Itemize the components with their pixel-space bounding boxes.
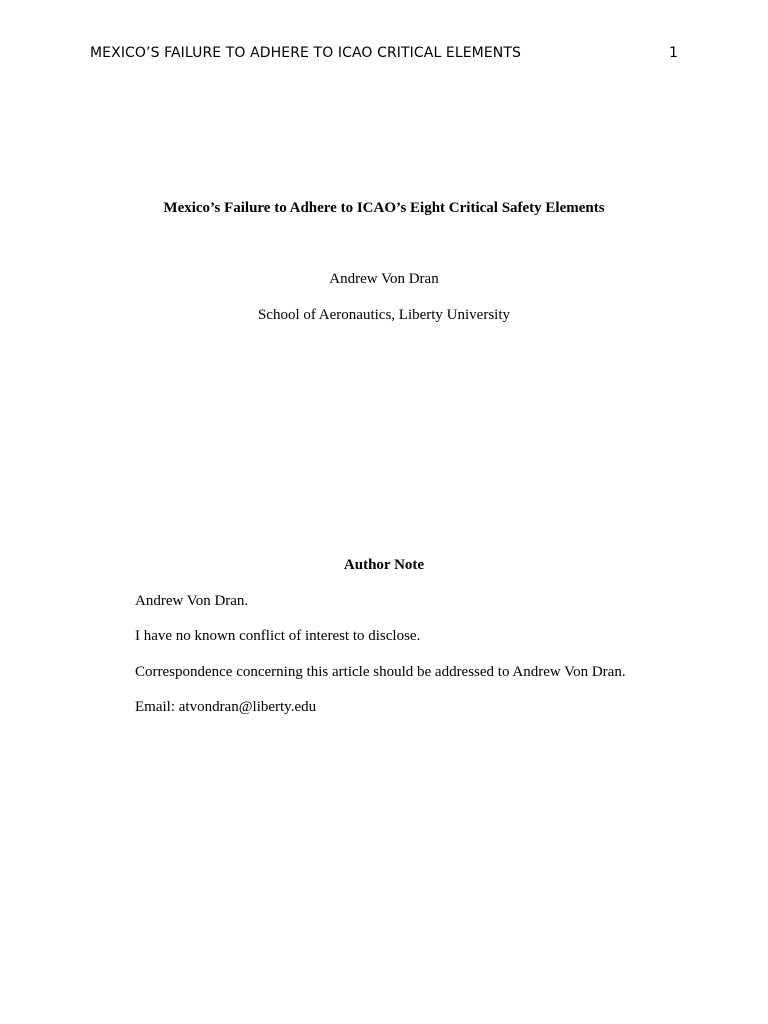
running-head: MEXICO’S FAILURE TO ADHERE TO ICAO CRITICAL ELEMENTS [90,45,522,61]
page-number: 1 [669,45,678,61]
author-name: Andrew Von Dran [329,271,439,287]
author-note-email: Email: atvondran@liberty.edu [135,699,317,715]
author-note-line: Correspondence concerning this article should be addressed to Andrew Von Dran. [135,664,626,680]
author-note-line: Andrew Von Dran. [135,593,249,609]
author-note-line: I have no known conflict of interest to disclose. [135,628,421,644]
author-affiliation: School of Aeronautics, Liberty University [257,307,511,323]
paper-title: Mexico’s Failure to Adhere to ICAO’s Eight Critical Safety Elements [163,200,605,216]
author-note-heading: Author Note [343,557,425,573]
